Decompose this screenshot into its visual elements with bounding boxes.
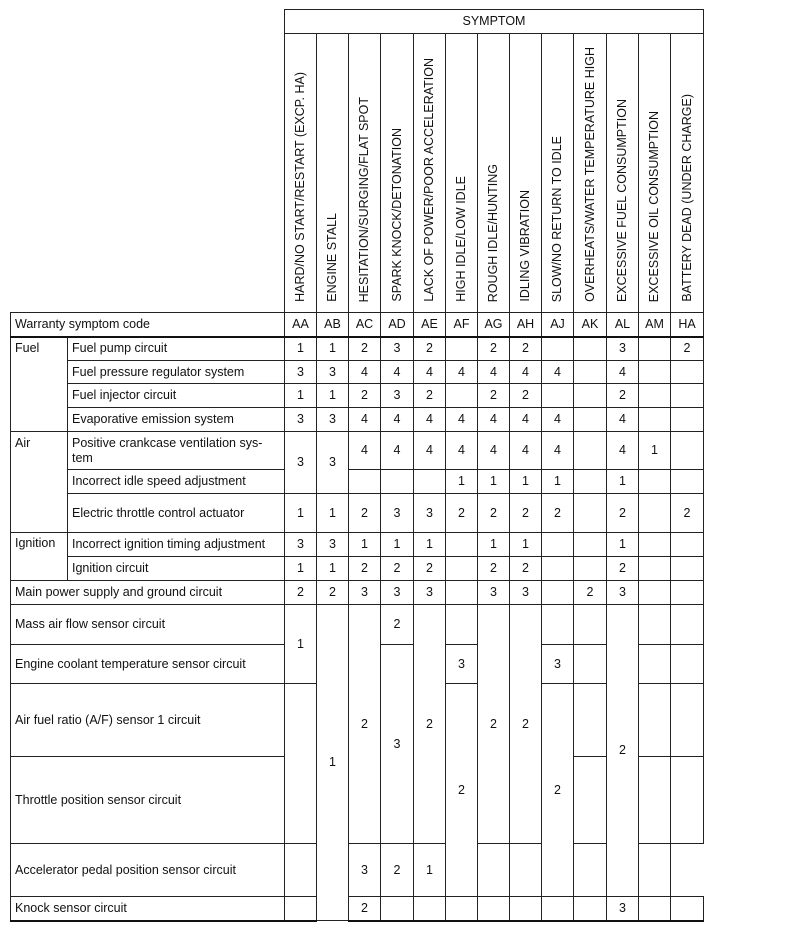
cell: 2	[317, 581, 349, 605]
cell: 3	[349, 844, 381, 897]
cell: 2	[478, 557, 510, 581]
cell: 3	[414, 581, 446, 605]
cell: 1	[639, 432, 671, 470]
cell: 2	[607, 557, 639, 581]
cell	[671, 605, 704, 645]
cell	[446, 384, 478, 408]
code-ha: HA	[671, 313, 704, 337]
cell	[414, 470, 446, 494]
cell: 3	[381, 645, 414, 844]
item-af-sensor: Air fuel ratio (A/F) sensor 1 circuit	[11, 684, 285, 757]
cell: 2	[414, 337, 446, 361]
cell: 3	[381, 337, 414, 361]
cell: 4	[446, 408, 478, 432]
item-ect: Engine coolant temperature sensor circuit	[11, 645, 285, 684]
symptom-header-al: EXCESSIVE FUEL CONSUMPTION	[607, 34, 639, 313]
cell	[671, 432, 704, 470]
cell	[639, 844, 671, 897]
symptom-header-ae: LACK OF POWER/POOR ACCELERATION	[414, 34, 446, 313]
cell: 1	[285, 557, 317, 581]
cell	[542, 384, 574, 408]
cell: 3	[478, 581, 510, 605]
cell: 2	[414, 557, 446, 581]
item-throttle-actuator: Electric throttle control actuator	[68, 494, 285, 533]
cell	[381, 470, 414, 494]
cell: 2	[607, 384, 639, 408]
symptom-header-ad: SPARK KNOCK/DETONATION	[381, 34, 414, 313]
cell: 4	[349, 408, 381, 432]
item-ign-timing: Incorrect ignition timing adjustment	[68, 533, 285, 557]
cell	[574, 384, 607, 408]
cell: 4	[542, 408, 574, 432]
cell: 2	[349, 557, 381, 581]
code-ad: AD	[381, 313, 414, 337]
item-fuel-pressure: Fuel pressure regulator system	[68, 361, 285, 384]
cell: 4	[478, 432, 510, 470]
cell	[381, 897, 414, 921]
cell: 2	[478, 605, 510, 844]
cell	[574, 757, 607, 844]
cell: 2	[414, 384, 446, 408]
cell	[510, 897, 542, 921]
cell	[639, 557, 671, 581]
cell	[671, 897, 704, 921]
cell	[574, 432, 607, 470]
code-ag: AG	[478, 313, 510, 337]
symptom-header-am: EXCESSIVE OIL CONSUMPTION	[639, 34, 671, 313]
item-idle-speed: Incorrect idle speed adjustment	[68, 470, 285, 494]
cell: 2	[542, 494, 574, 533]
cell: 1	[381, 533, 414, 557]
code-aa: AA	[285, 313, 317, 337]
cell: 1	[510, 533, 542, 557]
cell	[574, 557, 607, 581]
table-row	[11, 581, 704, 605]
cell	[639, 384, 671, 408]
cell: 2	[510, 557, 542, 581]
cell: 1	[285, 605, 317, 684]
cell: 2	[510, 605, 542, 844]
table-row	[11, 470, 704, 494]
table-row	[11, 897, 704, 921]
cell: 4	[349, 432, 381, 470]
group-ignition: Ignition	[11, 533, 68, 581]
cell	[574, 897, 607, 921]
cell: 4	[510, 432, 542, 470]
code-ak: AK	[574, 313, 607, 337]
symptom-title: SYMPTOM	[285, 10, 704, 34]
cell: 3	[414, 494, 446, 533]
symptom-header-ah: IDLING VIBRATION	[510, 34, 542, 313]
cell: 2	[607, 605, 639, 897]
cell: 1	[317, 494, 349, 533]
cell	[574, 361, 607, 384]
cell	[639, 533, 671, 557]
cell	[446, 897, 478, 921]
cell	[510, 844, 542, 897]
cell: 1	[510, 470, 542, 494]
cell: 3	[607, 581, 639, 605]
cell: 3	[317, 408, 349, 432]
cell: 2	[349, 337, 381, 361]
cell: 3	[285, 533, 317, 557]
cell: 4	[607, 432, 639, 470]
cell	[574, 470, 607, 494]
cell	[639, 757, 671, 844]
cell: 2	[285, 581, 317, 605]
cell: 1	[285, 494, 317, 533]
cell: 2	[510, 337, 542, 361]
symptom-header-ac: HESITATION/SURGING/FLAT SPOT	[349, 34, 381, 313]
cell	[349, 470, 381, 494]
item-main-power: Main power supply and ground circuit	[11, 581, 285, 605]
cell: 3	[381, 581, 414, 605]
cell	[639, 494, 671, 533]
symptom-header-aj: SLOW/NO RETURN TO IDLE	[542, 34, 574, 313]
cell: 1	[446, 470, 478, 494]
cell	[414, 897, 446, 921]
cell: 2	[349, 384, 381, 408]
cell: 2	[381, 557, 414, 581]
cell: 4	[349, 361, 381, 384]
symptom-header-aa: HARD/NO START/RESTART (EXCP. HA)	[285, 34, 317, 313]
cell: 3	[510, 581, 542, 605]
cell	[639, 408, 671, 432]
group-air: Air	[11, 432, 68, 533]
cell: 2	[414, 605, 446, 844]
cell	[285, 844, 317, 897]
cell	[671, 581, 704, 605]
item-evap: Evaporative emission system	[68, 408, 285, 432]
cell: 1	[317, 557, 349, 581]
code-ab: AB	[317, 313, 349, 337]
item-fuel-injector: Fuel injector circuit	[68, 384, 285, 408]
cell	[574, 645, 607, 684]
cell	[574, 684, 607, 757]
cell: 4	[607, 408, 639, 432]
cell: 4	[414, 361, 446, 384]
symptom-header-af: HIGH IDLE/LOW IDLE	[446, 34, 478, 313]
cell: 2	[478, 494, 510, 533]
cell	[285, 684, 317, 844]
cell: 2	[349, 605, 381, 844]
cell: 4	[414, 432, 446, 470]
cell	[542, 337, 574, 361]
cell	[574, 337, 607, 361]
cell: 3	[317, 361, 349, 384]
cell: 1	[542, 470, 574, 494]
cell	[639, 581, 671, 605]
cell: 1	[317, 384, 349, 408]
warranty-label: Warranty symptom code	[11, 313, 285, 337]
cell: 2	[671, 337, 704, 361]
cell: 2	[478, 337, 510, 361]
cell	[542, 533, 574, 557]
cell	[542, 897, 574, 921]
cell: 4	[446, 432, 478, 470]
cell: 3	[381, 494, 414, 533]
cell	[542, 605, 574, 645]
cell	[446, 533, 478, 557]
cell: 3	[542, 645, 574, 684]
cell: 1	[317, 605, 349, 921]
item-knock: Knock sensor circuit	[11, 897, 285, 921]
corner-blank	[11, 10, 285, 313]
cell	[671, 361, 704, 384]
cell	[639, 897, 671, 921]
cell: 2	[446, 494, 478, 533]
cell: 2	[381, 605, 414, 645]
code-ac: AC	[349, 313, 381, 337]
cell	[639, 361, 671, 384]
symptom-header-ag: ROUGH IDLE/HUNTING	[478, 34, 510, 313]
cell: 4	[381, 361, 414, 384]
cell: 4	[446, 361, 478, 384]
group-fuel: Fuel	[11, 337, 68, 432]
cell	[285, 897, 317, 921]
cell	[639, 470, 671, 494]
cell: 3	[317, 533, 349, 557]
cell	[671, 533, 704, 557]
cell: 4	[478, 408, 510, 432]
table-row	[11, 844, 704, 897]
cell: 1	[607, 470, 639, 494]
cell: 2	[510, 494, 542, 533]
cell: 3	[381, 384, 414, 408]
cell	[446, 337, 478, 361]
item-ign-circuit: Ignition circuit	[68, 557, 285, 581]
table-row	[11, 408, 704, 432]
table-row	[11, 432, 704, 470]
cell	[639, 684, 671, 757]
cell: 2	[510, 384, 542, 408]
cell	[478, 844, 510, 897]
cell	[478, 897, 510, 921]
code-ae: AE	[414, 313, 446, 337]
cell	[542, 557, 574, 581]
cell: 2	[349, 494, 381, 533]
cell	[574, 605, 607, 645]
cell	[542, 581, 574, 605]
table-row	[11, 384, 704, 408]
cell	[446, 605, 478, 645]
cell: 4	[510, 408, 542, 432]
cell	[446, 581, 478, 605]
cell: 4	[542, 432, 574, 470]
cell: 4	[478, 361, 510, 384]
cell	[639, 605, 671, 645]
cell	[671, 470, 704, 494]
cell: 3	[285, 408, 317, 432]
cell: 4	[607, 361, 639, 384]
cell: 3	[285, 432, 317, 494]
cell: 4	[414, 408, 446, 432]
cell	[671, 384, 704, 408]
cell: 4	[381, 432, 414, 470]
cell: 2	[381, 844, 414, 897]
code-am: AM	[639, 313, 671, 337]
symptom-header-ab: ENGINE STALL	[317, 34, 349, 313]
cell: 1	[414, 533, 446, 557]
table-row	[11, 533, 704, 557]
cell: 1	[478, 533, 510, 557]
table-row	[11, 557, 704, 581]
cell: 2	[542, 684, 574, 897]
cell: 3	[317, 432, 349, 494]
cell	[574, 533, 607, 557]
cell: 1	[478, 470, 510, 494]
cell	[671, 757, 704, 844]
item-tps: Throttle position sensor circuit	[11, 757, 285, 844]
cell	[639, 645, 671, 684]
cell: 1	[285, 337, 317, 361]
cell	[671, 408, 704, 432]
code-ah: AH	[510, 313, 542, 337]
cell: 2	[607, 494, 639, 533]
cell: 4	[542, 361, 574, 384]
table-row	[11, 605, 704, 645]
symptom-header-ha: BATTERY DEAD (UNDER CHARGE)	[671, 34, 704, 313]
cell: 2	[574, 581, 607, 605]
cell	[574, 494, 607, 533]
cell	[574, 844, 607, 897]
cell: 3	[607, 897, 639, 921]
cell: 3	[607, 337, 639, 361]
table-row	[11, 494, 704, 533]
cell	[671, 684, 704, 757]
cell: 2	[446, 684, 478, 897]
cell	[446, 557, 478, 581]
warranty-code-row	[11, 313, 704, 337]
table-row	[11, 337, 704, 361]
code-aj: AJ	[542, 313, 574, 337]
cell: 1	[285, 384, 317, 408]
cell: 1	[414, 844, 446, 897]
symptom-header-ak: OVERHEATS/WATER TEMPERATURE HIGH	[574, 34, 607, 313]
item-fuel-pump: Fuel pump circuit	[68, 337, 285, 361]
code-af: AF	[446, 313, 478, 337]
cell: 2	[478, 384, 510, 408]
cell: 2	[671, 494, 704, 533]
item-maf: Mass air flow sensor circuit	[11, 605, 285, 645]
item-pcv: Positive crankcase ventilation sys-tem	[68, 432, 285, 470]
cell	[671, 645, 704, 684]
cell	[639, 337, 671, 361]
cell: 3	[349, 581, 381, 605]
cell	[671, 557, 704, 581]
cell: 3	[285, 361, 317, 384]
table-row	[11, 361, 704, 384]
item-app: Accelerator pedal position sensor circuit	[11, 844, 285, 897]
cell: 4	[381, 408, 414, 432]
cell	[574, 408, 607, 432]
cell: 2	[349, 897, 381, 921]
symptom-matrix-table	[10, 9, 704, 922]
cell: 4	[510, 361, 542, 384]
cell: 3	[446, 645, 478, 684]
cell: 1	[349, 533, 381, 557]
cell: 1	[317, 337, 349, 361]
cell: 1	[607, 533, 639, 557]
code-al: AL	[607, 313, 639, 337]
